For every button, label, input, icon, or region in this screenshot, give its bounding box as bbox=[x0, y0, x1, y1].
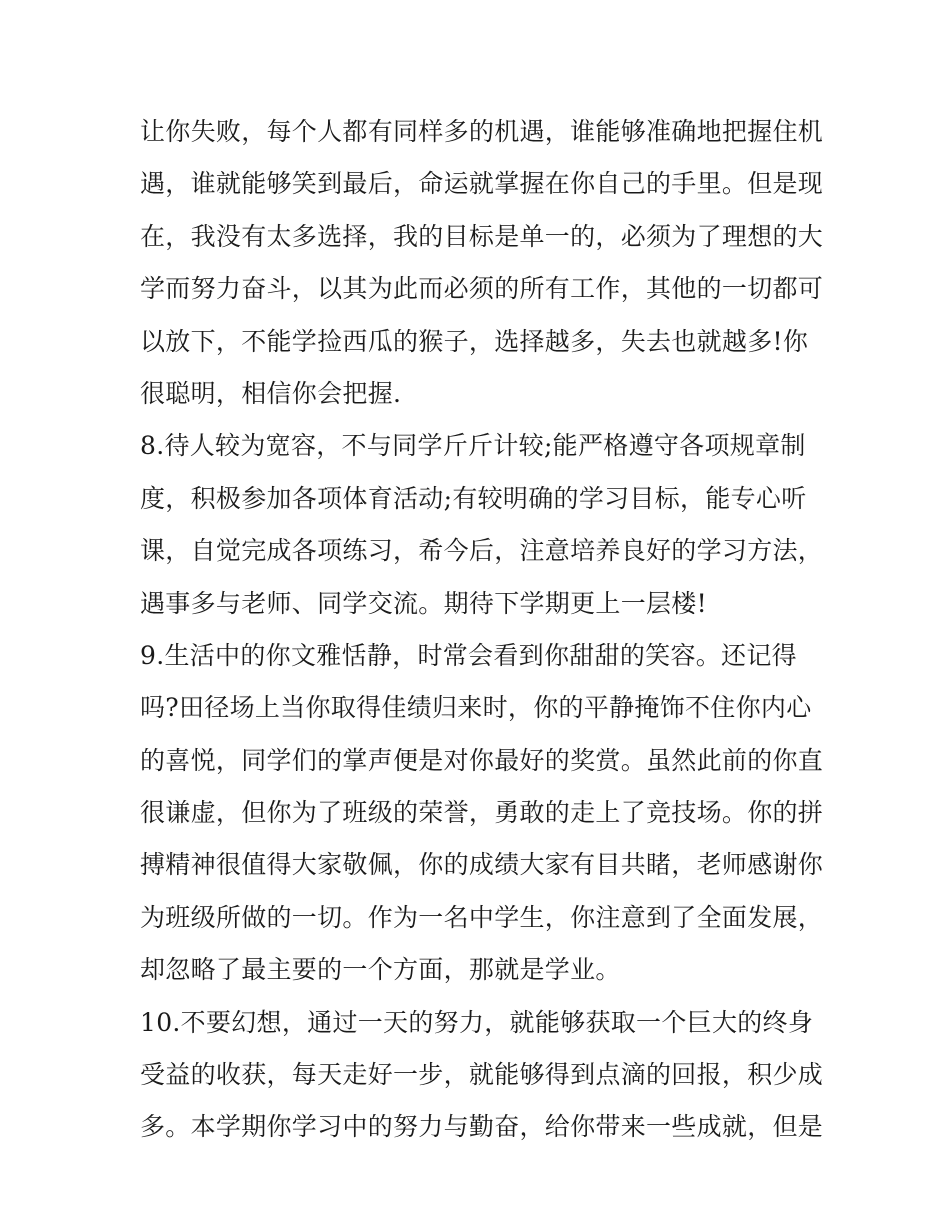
text-line: 很谦虚，但你为了班级的荣誉，勇敢的走上了竞技场。你的拼 bbox=[140, 798, 824, 828]
text-line: 让你失败，每个人都有同样多的机遇，谁能够准确地把握住机 bbox=[140, 117, 824, 146]
text-line: 遇事多与老师、同学交流。期待下学期更上一层楼! bbox=[140, 588, 707, 618]
text-line: 多。本学期你学习中的努力与勤奋，给你带来一些成就，但是 bbox=[140, 1112, 824, 1142]
text-line: 课，自觉完成各项练习，希今后，注意培养良好的学习方法， bbox=[140, 536, 824, 566]
text-line: 的喜悦，同学们的掌声便是对你最好的奖赏。虽然此前的你直 bbox=[140, 745, 824, 775]
text-line: 在，我没有太多选择，我的目标是单一的，必须为了理想的大 bbox=[140, 221, 824, 251]
text-line: 遇，谁就能够笑到最后，命运就掌握在你自己的手里。但是现 bbox=[140, 169, 824, 199]
text-line: 却忽略了最主要的一个方面，那就是学业。 bbox=[140, 955, 621, 985]
text-line: 搏精神很值得大家敬佩，你的成绩大家有目共睹，老师感谢你 bbox=[140, 850, 824, 880]
text-line: 学而努力奋斗，以其为此而必须的所有工作，其他的一切都可 bbox=[140, 274, 824, 304]
text-line: 为班级所做的一切。作为一名中学生，你注意到了全面发展， bbox=[140, 902, 824, 932]
item-8-line: 8.待人较为宽容，不与同学斤斤计较;能严格遵守各项规章制 bbox=[140, 431, 806, 461]
text-line: 以放下，不能学捡西瓜的猴子，选择越多，失去也就越多!你 bbox=[140, 326, 809, 356]
text-line: 度，积极参加各项体育活动;有较明确的学习目标，能专心听 bbox=[140, 483, 807, 513]
text-line: 受益的收获，每天走好一步，就能够得到点滴的回报，积少成 bbox=[140, 1060, 824, 1090]
item-9-line: 9.生活中的你文雅恬静，时常会看到你甜甜的笑容。还记得 bbox=[140, 640, 797, 670]
text-line: 很聪明，相信你会把握. bbox=[140, 378, 402, 408]
item-10-line: 10.不要幻想，通过一天的努力，就能够获取一个巨大的终身 bbox=[140, 1007, 814, 1037]
text-line: 吗?田径场上当你取得佳绩归来时，你的平静掩饰不住你内心 bbox=[140, 693, 812, 723]
body-text bbox=[140, 106, 830, 1154]
